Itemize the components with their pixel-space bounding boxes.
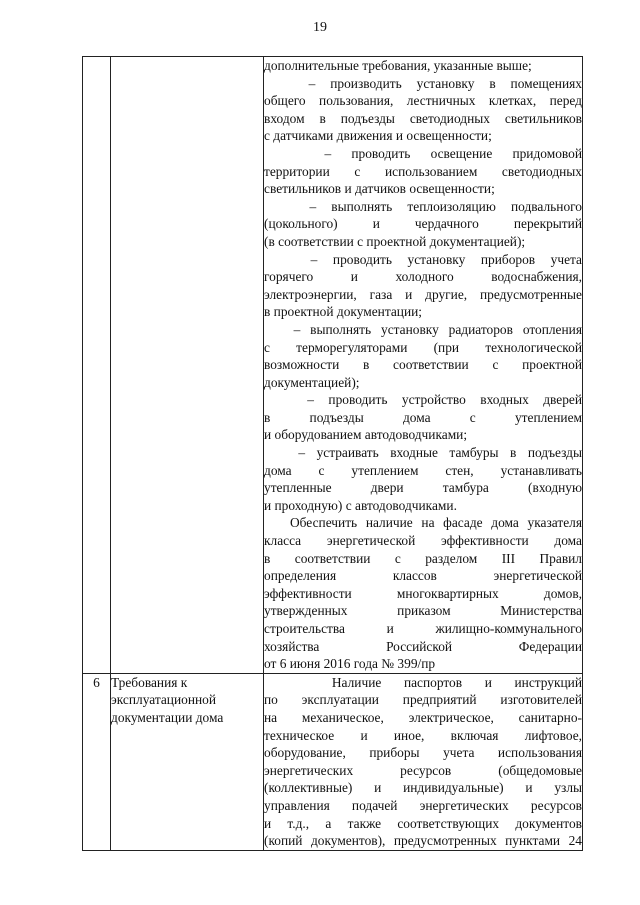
text-line: по эксплуатации предприятий изготовителей	[264, 692, 582, 708]
text-line: с терморегуляторами (при технологической	[264, 339, 582, 355]
text-line: на механическое, электрическое, санитарно-	[264, 709, 582, 725]
row-number-cell: 6	[83, 673, 111, 850]
text-line: утвержденных приказом Министерства	[264, 603, 582, 619]
text-line: электроэнергии, газа и другие, предусмотренные	[264, 286, 582, 302]
row-number-cell	[83, 57, 111, 674]
text-line: класса энергетической эффективности дома	[264, 533, 582, 549]
text-line: территории с использованием светодиодных	[264, 163, 582, 179]
requirement-name-line: эксплуатационной	[111, 692, 217, 708]
text-line: – производить установку в помещениях	[264, 75, 582, 91]
text-line: входом в подъезды светодиодных светильников	[264, 110, 582, 126]
text-line: Обеспечить наличие на фасаде дома указателя	[264, 515, 582, 531]
text-line: строительства и жилищно-коммунального	[264, 621, 582, 636]
text-line: (цокольного) и чердачного перекрытий	[264, 216, 582, 232]
text-line: и т.д., а также соответствующих документов	[264, 815, 582, 831]
text-line: – проводить освещение придомовой	[264, 145, 582, 161]
text-line: Наличие паспортов и инструкций	[264, 674, 582, 690]
text-line: – проводить установку приборов учета	[264, 251, 582, 267]
text-line: возможности в соответствии с проектной	[264, 357, 582, 373]
text-line: дома с утеплением стен, устанавливать	[264, 462, 582, 478]
requirement-text-cell	[264, 673, 583, 850]
text-line: и оборудованием автодоводчиками;	[264, 427, 468, 443]
text-line: и проходную) с автодоводчиками.	[264, 497, 457, 513]
text-line: – выполнять установку радиаторов отопления	[264, 321, 582, 337]
text-line: – проводить устройство входных дверей	[264, 392, 582, 408]
table-row	[83, 673, 583, 850]
requirement-name-cell	[111, 57, 264, 674]
text-line: – устраивать входные тамбуры в подъезды	[264, 445, 582, 461]
text-line: эффективности многоквартирных домов,	[264, 585, 582, 601]
text-line: оборудование, приборы учета использования	[264, 745, 582, 761]
text-line: энергетических ресурсов (общедомовые	[264, 762, 582, 778]
text-line: в подъезды дома с утеплением	[264, 409, 582, 425]
requirement-text-cell	[264, 57, 583, 674]
text-line: утепленные двери тамбура (входную	[264, 480, 582, 496]
text-line: хозяйства Российской Федерации	[264, 638, 582, 654]
text-line: (коллективные) и индивидуальные) и узлы	[264, 780, 582, 796]
requirement-name-line: Требования к	[111, 674, 188, 690]
text-line: светильников и датчиков освещенности;	[264, 181, 495, 197]
text-line: с датчиками движения и освещенности;	[264, 128, 492, 144]
text-line: общего пользования, лестничных клетках, перед	[264, 93, 582, 109]
text-line: от 6 июня 2016 года № 399/пр	[264, 656, 436, 672]
text-line: – выполнять теплоизоляцию подвального	[264, 198, 582, 214]
text-line: в проектной документации;	[264, 304, 422, 320]
requirement-name-line: документации дома	[111, 709, 224, 725]
text-line: определения классов энергетической	[264, 568, 582, 584]
text-line: управления подачей энергетических ресурсов	[264, 797, 582, 813]
text-line: техническое и иное, включая лифтовое,	[264, 727, 582, 743]
requirement-name-cell	[111, 673, 264, 850]
requirements-table	[82, 56, 583, 851]
text-line: в соответствии с разделом III Правил	[264, 550, 582, 566]
text-line: (в соответствии с проектной документацией);	[264, 233, 526, 249]
text-line: документацией);	[264, 374, 360, 390]
page-number: 19	[313, 20, 327, 35]
table-row	[83, 57, 583, 674]
text-line: (копий документов), предусмотренных пунктами 24	[264, 833, 582, 849]
text-line: дополнительные требования, указанные выше;	[264, 58, 532, 73]
text-line: горячего и холодного водоснабжения,	[264, 269, 582, 285]
